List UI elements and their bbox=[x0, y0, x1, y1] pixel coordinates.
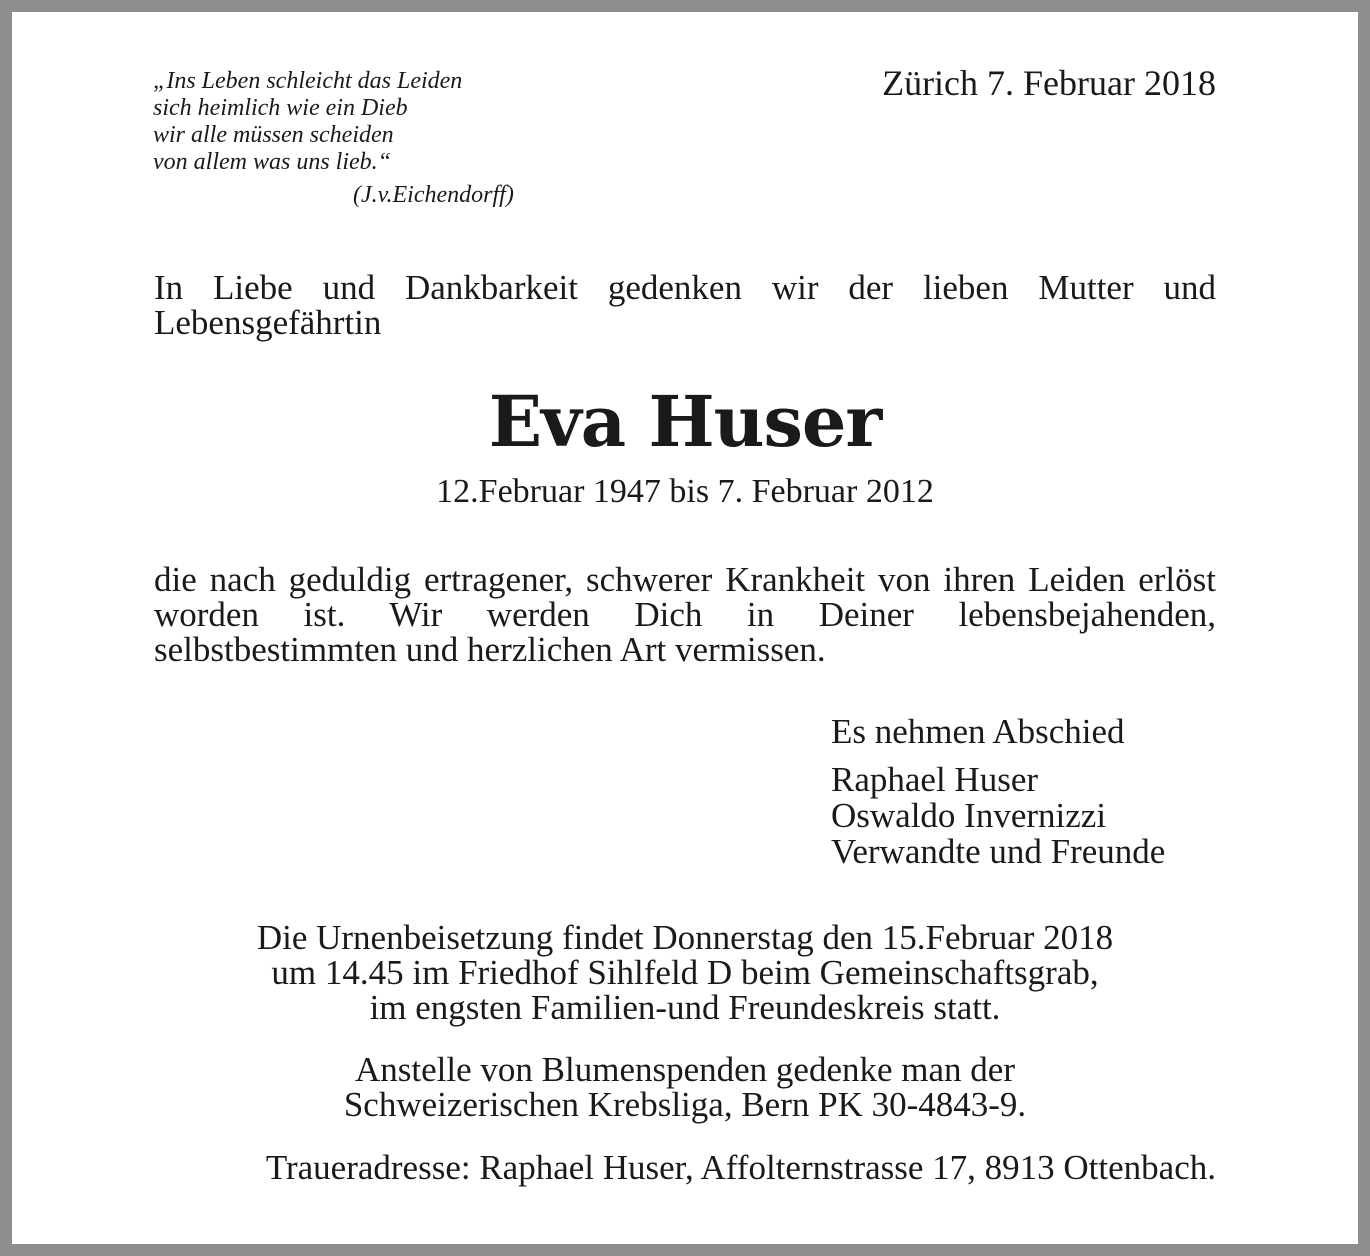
intro-text: In Liebe und Dankbarkeit gedenken wir der lieben Mutter und Lebensgefährtin bbox=[154, 268, 1216, 342]
farewell-title: Es nehmen Abschied bbox=[831, 712, 1125, 751]
funeral-info bbox=[12, 920, 1358, 1025]
obituary-notice bbox=[12, 12, 1358, 1244]
quote-line: sich heimlich wie ein Dieb bbox=[153, 95, 408, 121]
funeral-line: um 14.45 im Friedhof Sihlfeld D beim Gemeinschaftsgrab, bbox=[271, 953, 1099, 992]
funeral-line: im engsten Familien-und Freundeskreis statt. bbox=[369, 988, 1001, 1027]
epigraph-quote bbox=[153, 68, 514, 209]
quote-line: wir alle müssen scheiden bbox=[153, 122, 394, 148]
mourner-name: Raphael Huser bbox=[831, 760, 1039, 799]
funeral-line: Die Urnenbeisetzung findet Donnerstag den 15.Februar 2018 bbox=[256, 918, 1114, 957]
donation-info bbox=[12, 1052, 1358, 1122]
mourning-address: Traueradresse: Raphael Huser, Affolternstrasse 17, 8913 Ottenbach. bbox=[265, 1148, 1216, 1187]
life-dates: 12.Februar 1947 bis 7. Februar 2012 bbox=[436, 473, 934, 510]
mourner-name: Oswaldo Invernizzi bbox=[831, 796, 1107, 835]
donation-line: Schweizerischen Krebsliga, Bern PK 30-4843-9. bbox=[343, 1085, 1027, 1124]
farewell-block bbox=[831, 714, 1165, 870]
donation-line: Anstelle von Blumenspenden gedenke man der bbox=[355, 1050, 1015, 1089]
quote-line: von allem was uns lieb.“ bbox=[153, 149, 391, 175]
place-and-date: Zürich 7. Februar 2018 bbox=[882, 63, 1216, 103]
mourner-name: Verwandte und Freunde bbox=[831, 832, 1166, 871]
deceased-name: Eva Huser bbox=[488, 380, 882, 463]
quote-author: (J.v.Eichendorff) bbox=[353, 182, 514, 208]
quote-line: „Ins Leben schleicht das Leiden bbox=[153, 68, 463, 94]
body-text: die nach geduldig ertragener, schwerer Krankheit von ihren Leiden erlöst worden ist. Wir werden Dich in Deiner lebensbejahenden, selbstbestimmten und herzlichen Art vermissen. bbox=[154, 560, 1216, 669]
